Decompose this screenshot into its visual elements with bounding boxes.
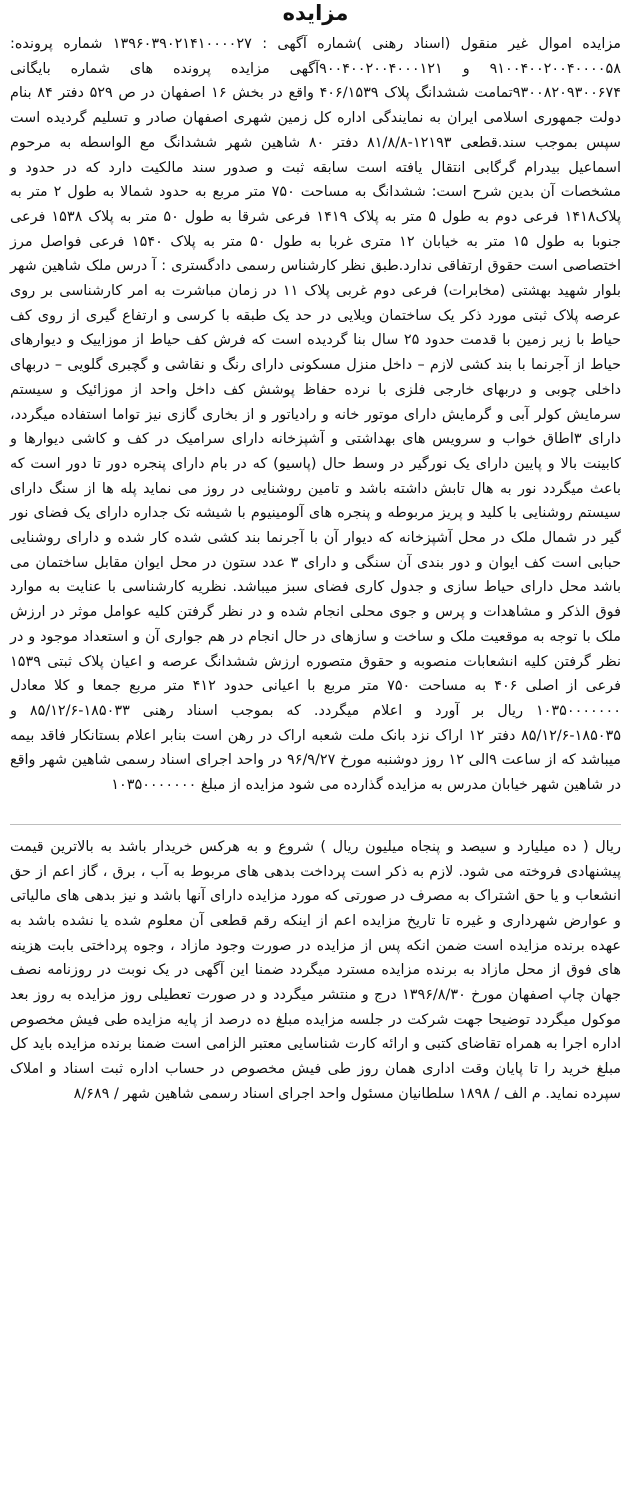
notice-title: مزایده [282, 1, 349, 25]
section-divider [10, 824, 621, 825]
notice-paragraph-main: مزایده اموال غیر منقول (اسناد رهنی )شماره آگهی : ۱۳۹۶۰۳۹۰۲۱۴۱۰۰۰۰۲۷ شماره پرونده: ۹۱۰۰۴۰۰۲۰۰۴۰۰۰۰۵۸ و ۹۰۰۴۰۰۲۰۰۴۰۰۰۱۲۱آگهی مزایده پرونده های شماره بایگانی ۹۳۰۰۸۲۰۹۳۰۰۶۷۴تمامت ششدانگ پلاک ۴۰۶/۱۵۳۹ واقع در بخش ۱۶ اصفهان در ص ۵۲۹ دفتر ۸۴ بنام دولت جمهوری اسلامی ایران به نمایندگی اداره کل زمین شهری اصفهان صادر و تسلیم گردیده است سپس بموجب سند.قطعی ۱۲۱۹۳-۸۱/۸/۸ دفتر ۸۰ شاهین شهر ششدانگ مع الواسطه به مرحوم اسماعیل بیدرام گرگابی انتقال یافته است سابقه ثبت و صدور سند مالکیت دارد که در حدود و مشخصات آن بدین شرح است: ششدانگ به مساحت ۷۵۰ متر مربع به حدود شمالا به طول ۲ متر به پلاک۱۴۱۸ فرعی دوم به طول ۵ متر به پلاک ۱۴۱۹ فرعی شرقا به طول ۵۰ متر به پلاک ۱۵۳۸ فرعی جنوبا به طول ۱۵ متر به خیابان ۱۲ متری غربا به طول ۵۰ متر به پلاک ۱۵۴۰ فرعی فواصل مرز اختصاصی است حقوق ارتفاقی ندارد.طبق نظر کارشناس رسمی دادگستری : آ درس ملک شاهین شهر بلوار شهید بهشتی (مخابرات) فرعی دوم غربی پلاک ۱۱ در زمان مباشرت به امر کارشناسی بر روی عرصه پلاک ثبتی مورد ذکر یک ساختمان ویلایی در حد یک طبقه با کرسی و ارتفاع گیری از روی کف حیاط با زیر زمین با قدمت حدود ۲۵ سال بنا گردیده است که فرش کف حیاط از موزاییک و دیوارهای حیاط از آجرنما با بند کشی لازم – داخل منزل مسکونی دارای رنگ و نقاشی و گچبری گلویی – دربهای داخلی چوبی و دربهای خارجی فلزی با نرده حفاظ پوشش کف داخل واحد از موزائیک و سیستم سرمایش کولر آبی و گرمایش دارای موتور خانه و رادیاتور و از بخاری گازی نیز تواما استفاده میگردد، دارای ۳اطاق خواب و سرویس های بهداشتی و آشپزخانه دارای سرامیک در کف و کاشی دیوارها و کابینت بالا و پایین دارای یک نورگیر در وسط حال (پاسیو) که در بام دارای پنجره دور تا دور است که باعث میگردد نور به هال تابش داشته باشد و تامین روشنایی در روز می نماید پله ها از سنگ دارای سیستم روشنایی با کلید و پریز مربوطه و پنجره های آلومینیوم با شیشه تک جداره دارای یک فضای نور گیر در شمال ملک در محل آشپزخانه که دیوار آن با آجرنما بند کشی شده کار شده و دارای روشنایی حبابی است کف ایوان و دور بندی آن سنگی و دارای ۳ عدد ستون در محل ایوان مقابل ساختمان می باشد محل دارای حیاط سازی و جدول کاری فضای سبز میباشد. نظریه کارشناسی با عنایت به موارد فوق الذکر و مشاهدات و پرس و جوی محلی انجام شده و در نظر گرفتن کلیه عوامل موثر در ارزش ملک با توجه به موقعیت ملک و ساخت و سازهای در حال انجام در هم جواری آن و استعداد موجود و در نظر گرفتن کلیه انشعابات منصوبه و حقوق متصوره ارزش ششدانگ عرصه و اعیان پلاک ثبتی ۱۵۳۹ فرعی از اصلی ۴۰۶ به مساحت ۷۵۰ متر مربع با اعیانی حدود ۴۱۲ متر مربع جمعا و کلا معادل ۱۰۳۵۰۰۰۰۰۰۰ ریال بر آورد و اعلام میگردد. که بموجب اسناد رهنی ۱۸۵۰۳۳-۸۵/۱۲/۶ و ۱۸۵۰۳۵-۸۵/۱۲/۶ دفتر ۱۲ اراک نزد بانک ملت شعبه اراک در رهن است بنابر اعلام بستانکار فاقد بیمه میباشد که از ساعت ۹الی ۱۲ روز دوشنبه مورخ ۹۶/۹/۲۷ در واحد اجرای اسناد رسمی شاهین شهر واقع در شاهین شهر خیابان مدرس به مزایده گذارده می شود مزایده از مبلغ ۱۰۳۵۰۰۰۰۰۰۰ [10, 36, 622, 794]
notice-paragraph-terms: ریال ( ده میلیارد و سیصد و پنجاه میلیون ریال ) شروع و به هرکس خریدار باشد به بالاترین قیمت پیشنهادی فروخته می شود. لازم به ذکر است پرداخت بدهی های مربوط به آب ، برق ، گاز اعم از حق انشعاب و یا حق اشتراک به مصرف در صورتی که مورد مزایده دارای آنها باشد و نیز بدهی های مالیاتی و عوارض شهرداری و غیره تا تاریخ مزایده اعم از اینکه رقم قطعی آن معلوم شده یا نشده باشد به عهده برنده مزایده است ضمن انکه پس از مزایده در صورت وجود مازاد ، وجوه پرداختی بابت هزینه های فوق از محل مازاد به برنده مزایده مسترد میگردد ضمنا این آگهی در یک نوبت در روزنامه نصف جهان چاپ اصفهان مورخ ۱۳۹۶/۸/۳۰ درج و منتشر میگردد و در صورت تعطیلی روز مزایده به روز بعد موکول میگردد توضیحا جهت شرکت در جلسه مزایده مبلغ ده درصد از پایه مزایده طی فیش مخصوص اداره اجرا به همراه تقاضای کتبی و ارائه کارت شناسایی معتبر الزامی است ضمنا برنده مزایده باید کل مبلغ خرید را تا پایان وقت اداری همان روز طی فیش مخصوص در حساب اداره ثبت اسناد و املاک سپرده نماید. م الف / ۱۸۹۸ سلطانیان مسئول واحد اجرای اسناد رسمی شاهین شهر / ۸/۶۸۹ [10, 838, 621, 1102]
